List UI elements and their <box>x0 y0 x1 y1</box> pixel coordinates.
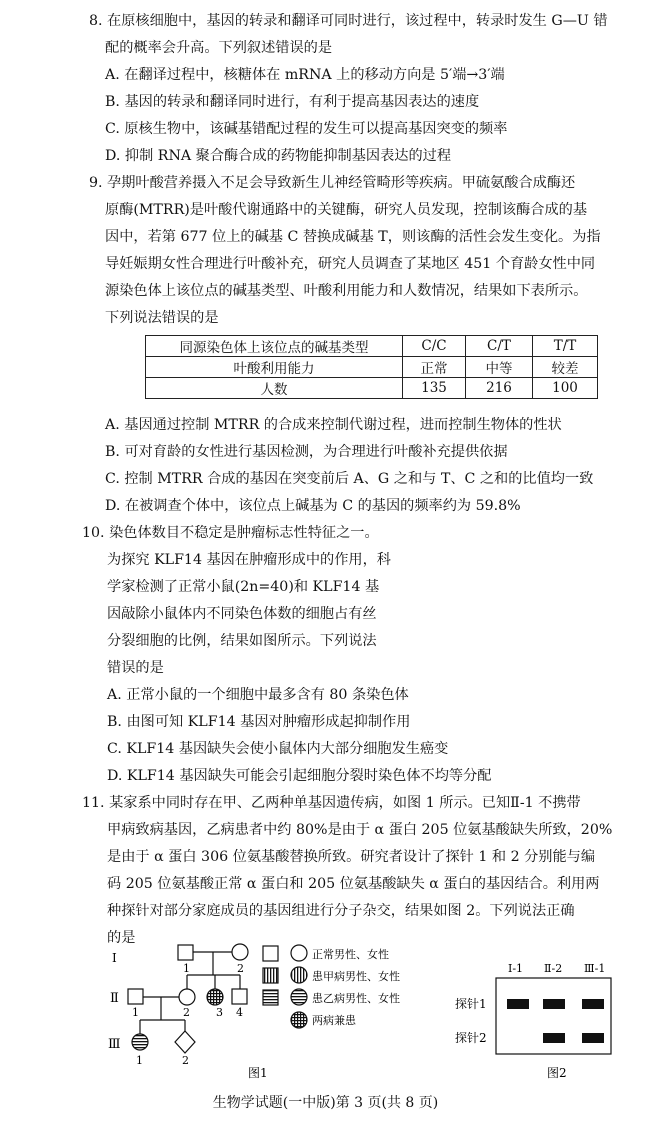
q11-line-5: 种探针对部分家庭成员的基因组进行分子杂交，结果如图 2。下列说法正确 <box>107 903 575 919</box>
table-cell: 叶酸利用能力 <box>146 357 403 378</box>
legend-label-both: 两病兼患 <box>312 1014 356 1027</box>
pedigree-iii1-female <box>132 1034 148 1050</box>
legend-label-disease-b: 患乙病男性、女性 <box>312 992 400 1005</box>
table-row <box>146 378 598 399</box>
legend-label-disease-a: 患甲病男性、女性 <box>312 970 400 983</box>
pedigree-ii4-male <box>232 989 247 1004</box>
legend-disease-b-male-icon <box>263 990 278 1005</box>
pedigree-iii2-num: 2 <box>182 1054 189 1067</box>
pedigree-ii1-num: 1 <box>132 1006 139 1019</box>
legend-disease-a-male-icon <box>263 968 278 983</box>
q10-line-2: 为探究 KLF14 基因在肿瘤形成中的作用，科 <box>107 552 391 568</box>
q9-option-d: D. 在被调查个体中，该位点上碱基为 C 的基因的频率约为 59.8% <box>105 498 521 514</box>
table-cell: 216 <box>466 378 533 399</box>
table-row <box>146 336 598 357</box>
q8-option-b: B. 基因的转录和翻译同时进行，有利于提高基因表达的速度 <box>105 94 480 110</box>
q9-option-a: A. 基因通过控制 MTRR 的合成来控制代谢过程，进而控制生物体的性状 <box>105 417 562 433</box>
q10-line-1: 10. 染色体数目不稳定是肿瘤标志性特征之一。 <box>82 525 379 541</box>
pedigree-iii1-num: 1 <box>136 1054 143 1067</box>
q10-line-6: 错误的是 <box>107 660 164 676</box>
q8-option-d: D. 抑制 RNA 聚合酶合成的药物能抑制基因表达的过程 <box>105 148 452 164</box>
q11-line-6: 的是 <box>107 930 136 946</box>
fig2-row-label-probe2: 探针2 <box>455 1031 487 1045</box>
fig2-band <box>543 1033 565 1043</box>
table-cell: C/C <box>403 336 466 357</box>
q9-line-1: 9. 孕期叶酸营养摄入不足会导致新生儿神经管畸形等疾病。甲硫氨酸合成酶还 <box>89 175 576 191</box>
pedigree-ii2-num: 2 <box>183 1006 190 1019</box>
fig2-col-label-3: Ⅲ-1 <box>584 962 606 975</box>
q10-line-4: 因敲除小鼠体内不同染色体数的细胞占有丝 <box>107 606 377 622</box>
q10-option-a: A. 正常小鼠的一个细胞中最多含有 80 条染色体 <box>107 687 409 703</box>
fig2-col-label-1: Ⅰ-1 <box>508 962 524 975</box>
gen-label-3: Ⅲ <box>108 1037 121 1052</box>
legend-both-diseases-icon <box>291 1012 307 1028</box>
pedigree-ii3-num: 3 <box>216 1006 223 1019</box>
q11-line-3: 是由于 α 蛋白 306 位氨基酸替换所致。研究者设计了探针 1 和 2 分别能与编 <box>107 849 596 865</box>
legend-label-normal: 正常男性、女性 <box>312 948 389 961</box>
pedigree-i1-male <box>178 945 193 960</box>
q9-line-4: 导妊娠期女性合理进行叶酸补充，研究人员调查了某地区 451 个育龄女性中同 <box>105 256 596 272</box>
q9-option-b: B. 可对育龄的女性进行基因检测，为合理进行叶酸补充提供依据 <box>105 444 508 460</box>
q10-option-c: C. KLF14 基因缺失会使小鼠体内大部分细胞发生癌变 <box>107 741 449 757</box>
fig2-blot-frame <box>496 978 611 1054</box>
fig2-band <box>507 999 529 1009</box>
table-cell: 正常 <box>403 357 466 378</box>
table-cell: T/T <box>533 336 598 357</box>
table-cell: 135 <box>403 378 466 399</box>
q8-line-2: 配的概率会升高。下列叙述错误的是 <box>105 40 333 56</box>
table-cell: 同源染色体上该位点的碱基类型 <box>146 336 403 357</box>
q11-line-2: 甲病致病基因，乙病患者中约 80%是由于 α 蛋白 205 位氨基酸缺失所致，20% <box>107 822 613 838</box>
q9-line-6: 下列说法错误的是 <box>105 310 219 326</box>
q8-line-1: 8. 在原核细胞中，基因的转录和翻译可同时进行，该过程中，转录时发生 G—U 错 <box>89 13 608 29</box>
q10-option-d: D. KLF14 基因缺失可能会引起细胞分裂时染色体不均等分配 <box>107 768 492 784</box>
fig2-band <box>582 1033 604 1043</box>
fig2-caption: 图2 <box>547 1066 567 1080</box>
table-cell: 较差 <box>533 357 598 378</box>
pedigree-i1-num: 1 <box>183 962 190 975</box>
q9-line-3: 因中，若第 677 位上的碱基 C 替换成碱基 T，则该酶的活性会发生变化。为指 <box>105 229 601 245</box>
q11-line-4: 码 205 位氨基酸正常 α 蛋白和 205 位氨基酸缺失 α 蛋白的基因结合。利用两 <box>107 876 600 892</box>
q8-option-a: A. 在翻译过程中，核糖体在 mRNA 上的移动方向是 5′端→3′端 <box>105 67 505 83</box>
pedigree-ii2-female <box>179 989 195 1005</box>
fig1-caption: 图1 <box>248 1066 268 1080</box>
q10-line-3: 学家检测了正常小鼠(2n=40)和 KLF14 基 <box>107 579 380 595</box>
pedigree-ii1-male <box>128 989 143 1004</box>
table-row <box>146 357 598 378</box>
table-cell: 人数 <box>146 378 403 399</box>
page-footer: 生物学试题(一中版)第 3 页(共 8 页) <box>212 1095 439 1111</box>
table-cell: 中等 <box>466 357 533 378</box>
q9-data-table <box>145 335 598 399</box>
q9-line-5: 源染色体上该位点的碱基类型、叶酸利用能力和人数情况，结果如下表所示。 <box>105 283 588 299</box>
legend-disease-b-female-icon <box>291 989 307 1005</box>
legend-normal-male-icon <box>263 946 278 961</box>
table-cell: C/T <box>466 336 533 357</box>
fig2-row-label-probe1: 探针1 <box>455 997 487 1011</box>
gen-label-1: Ⅰ <box>112 951 117 965</box>
gen-label-2: Ⅱ <box>110 991 119 1006</box>
fig2-band <box>543 999 565 1009</box>
q10-option-b: B. 由图可知 KLF14 基因对肿瘤形成起抑制作用 <box>107 714 411 730</box>
q9-line-2: 原酶(MTRR)是叶酸代谢通路中的关键酶，研究人员发现，控制该酶合成的基 <box>105 202 588 218</box>
pedigree-i2-num: 2 <box>237 962 244 975</box>
pedigree-iii2-unknown <box>175 1031 195 1053</box>
pedigree-i2-female <box>232 944 248 960</box>
pedigree-ii4-num: 4 <box>236 1006 243 1019</box>
table-cell: 100 <box>533 378 598 399</box>
q10-line-5: 分裂细胞的比例，结果如图所示。下列说法 <box>107 633 377 649</box>
q8-option-c: C. 原核生物中，该碱基错配过程的发生可以提高基因突变的频率 <box>105 121 508 137</box>
q11-line-1: 11. 某家系中同时存在甲、乙两种单基因遗传病，如图 1 所示。已知Ⅱ-1 不携带 <box>82 795 581 811</box>
legend-disease-a-female-icon <box>291 967 307 983</box>
fig2-col-label-2: Ⅱ-2 <box>544 962 563 975</box>
q9-option-c: C. 控制 MTRR 合成的基因在突变前后 A、G 之和与 T、C 之和的比值均一致 <box>105 471 594 487</box>
pedigree-ii3-female <box>207 989 223 1005</box>
legend-normal-female-icon <box>291 945 307 961</box>
fig2-band <box>582 999 604 1009</box>
